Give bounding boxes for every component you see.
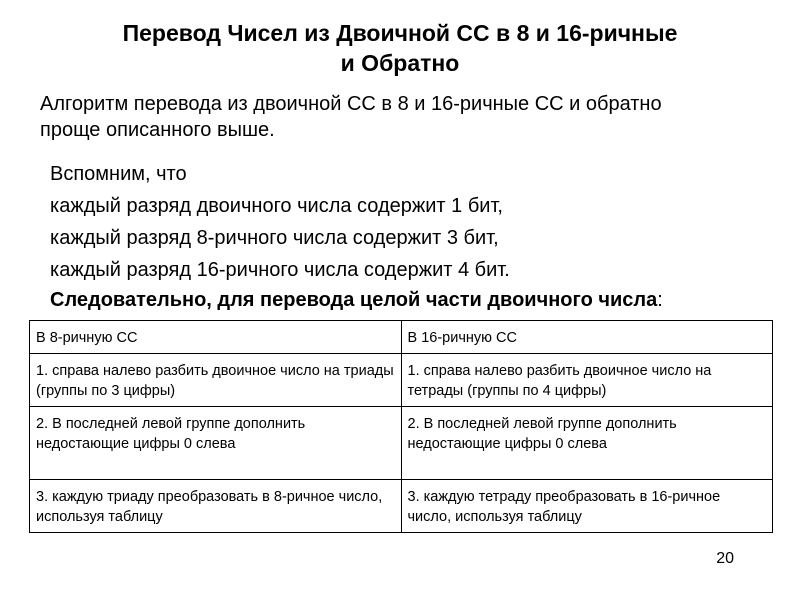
- table-header-row: [30, 321, 773, 354]
- table-row: [30, 407, 773, 480]
- page-number: 20: [716, 550, 734, 567]
- table-cell-octal-step-3: 3. каждую триаду преобразовать в 8-ричное число, используя таблицу: [30, 480, 402, 533]
- table-cell-hex-step-2: 2. В последней левой группе дополнить недостающие цифры 0 слева: [401, 407, 773, 480]
- table-cell-octal-step-2: 2. В последней левой группе дополнить недостающие цифры 0 слева: [30, 407, 402, 480]
- bit-facts-item-hex: каждый разряд 16-ричного числа содержит 4 бит.: [50, 259, 510, 281]
- table-header-hex: В 16-ричную СС: [401, 321, 773, 354]
- table-cell-hex-step-1: 1. справа налево разбить двоичное число на тетрады (группы по 4 цифры): [401, 354, 773, 407]
- table-cell-octal-step-1: 1. справа налево разбить двоичное число на триады (группы по 3 цифры): [30, 354, 402, 407]
- slide-title: [40, 18, 760, 78]
- conclusion-bold-text: Следовательно, для перевода целой части двоичного числа: [50, 289, 658, 311]
- conclusion-colon: :: [657, 289, 663, 311]
- slide-title-line-1: Перевод Чисел из Двоичной СС в 8 и 16-ричные: [122, 20, 678, 46]
- bit-facts-item-recall: Вспомним, что: [50, 163, 187, 185]
- table-header-octal: В 8-ричную СС: [30, 321, 402, 354]
- conversion-steps-table: [29, 320, 773, 533]
- bit-facts-item-octal: каждый разряд 8-ричного числа содержит 3 бит,: [50, 227, 499, 249]
- intro-text: [40, 91, 770, 143]
- conclusion-line: [50, 284, 663, 316]
- table-cell-hex-step-3: 3. каждую тетраду преобразовать в 16-ричное число, используя таблицу: [401, 480, 773, 533]
- intro-line-2: проще описанного выше.: [40, 119, 275, 141]
- intro-line-1: Алгоритм перевода из двоичной СС в 8 и 16-ричные СС и обратно: [40, 93, 662, 115]
- table-row: [30, 480, 773, 533]
- table-row: [30, 354, 773, 407]
- bit-facts-item-binary: каждый разряд двоичного числа содержит 1 бит,: [50, 195, 503, 217]
- bit-facts-list: [50, 158, 770, 286]
- slide-title-line-2: и Обратно: [340, 50, 460, 76]
